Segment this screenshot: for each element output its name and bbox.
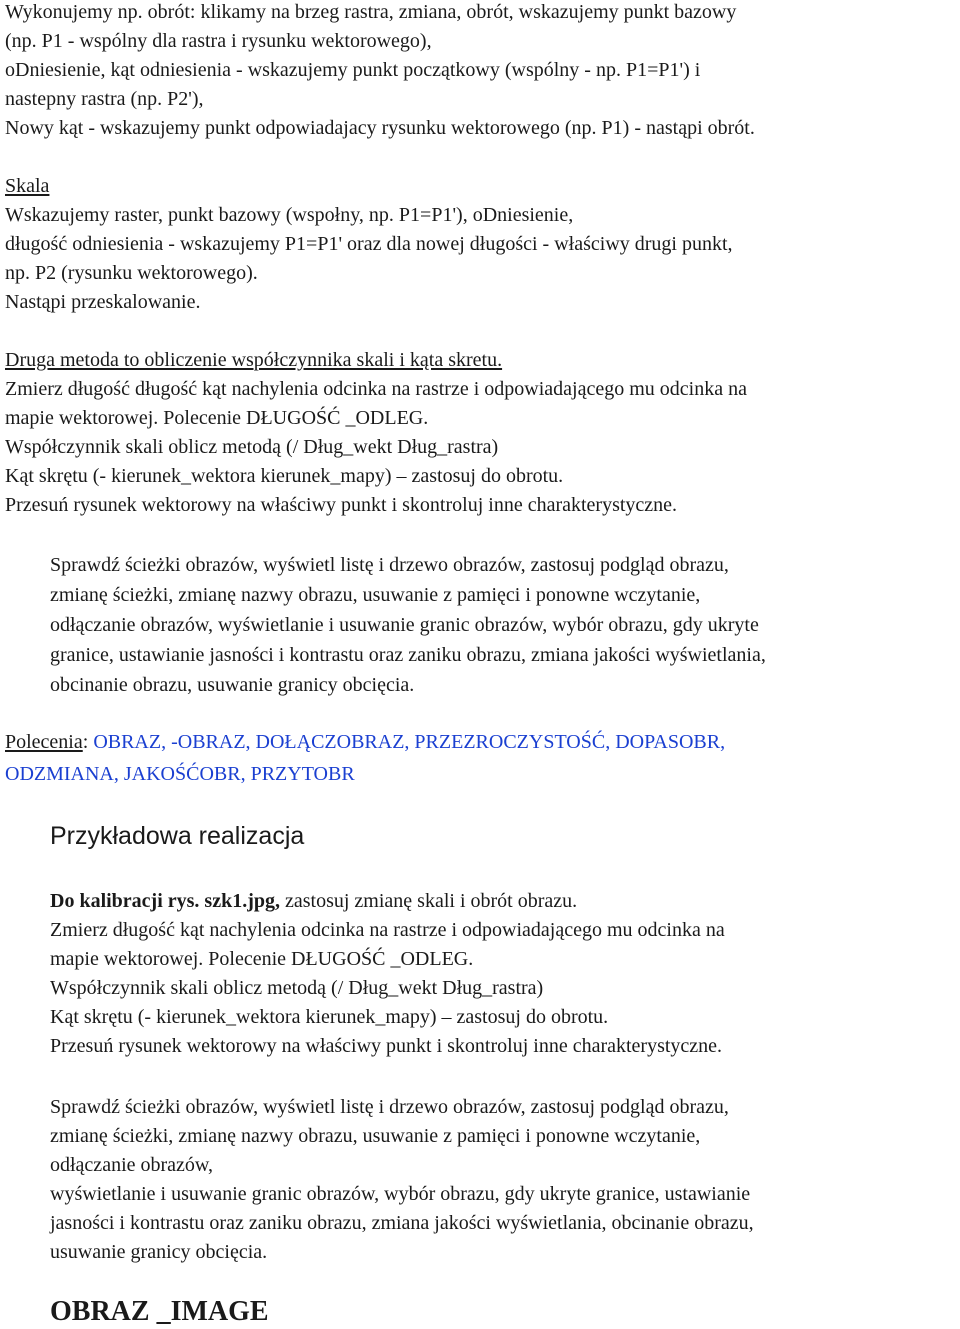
method2-text-line: Współczynnik skali oblicz metodą (/ Dług_wekt Dług_rastra) (5, 436, 499, 458)
scale-heading: Skala (5, 175, 50, 197)
check-text-line: wyświetlanie i usuwanie granic obrazów, wybór obrazu, gdy ukryte granice, ustawianie (50, 1183, 751, 1205)
example-text-line: Współczynnik skali oblicz metodą (/ Dług_wekt Dług_rastra) (50, 977, 544, 999)
commands-line (5, 728, 725, 757)
method2-text-line: mapie wektorowej. Polecenie DŁUGOŚĆ _ODLEG. (5, 407, 429, 429)
method2-text-line: Zmierz długość długość kąt nachylenia odcinka na rastrze i odpowiadającego mu odcinka na (5, 378, 747, 400)
check-text-line: zmianę ścieżki, zmianę nazwy obrazu, usuwanie z pamięci i ponowne wczytanie, (50, 584, 701, 606)
final-heading: OBRAZ _IMAGE (50, 1296, 269, 1327)
check-text-line: Sprawdź ścieżki obrazów, wyświetl listę i drzewo obrazów, zastosuj podgląd obrazu, (50, 1096, 729, 1118)
check-text-line: granice, ustawianie jasności i kontrastu oraz zaniku obrazu, zmiana jakości wyświetlania, (50, 644, 766, 666)
commands-colon: : (82, 731, 94, 753)
commands-list: OBRAZ, -OBRAZ, DOŁĄCZOBRAZ, PRZEZROCZYSTOŚĆ, DOPASOBR, (93, 731, 726, 753)
calibration-label: Do kalibracji rys. szk1.jpg, (50, 890, 280, 912)
commands-list-continued: ODZMIANA, JAKOŚĆOBR, PRZYTOBR (5, 763, 355, 785)
calibration-text: zastosuj zmianę skali i obrót obrazu. (280, 890, 578, 912)
method2-text-line: Przesuń rysunek wektorowy na właściwy punkt i skontroluj inne charakterystyczne. (5, 494, 678, 516)
example-text-line: Zmierz długość kąt nachylenia odcinka na rastrze i odpowiadającego mu odcinka na (50, 919, 725, 941)
check-text-line: odłączanie obrazów, wyświetlanie i usuwanie granic obrazów, wybór obrazu, gdy ukryte (50, 614, 759, 636)
scale-text-line: Wskazujemy raster, punkt bazowy (wspołny, np. P1=P1'), oDniesienie, (5, 204, 574, 226)
rotation-text-line: Nowy kąt - wskazujemy punkt odpowiadajacy rysunku wektorowego (np. P1) - nastąpi obrót. (5, 117, 755, 139)
scale-text-line: np. P2 (rysunku wektorowego). (5, 262, 258, 284)
check-text-line: obcinanie obrazu, usuwanie granicy obcięcia. (50, 674, 415, 696)
check-text-line: zmianę ścieżki, zmianę nazwy obrazu, usuwanie z pamięci i ponowne wczytanie, (50, 1125, 701, 1147)
rotation-text-line: (np. P1 - wspólny dla rastra i rysunku wektorowego), (5, 30, 432, 52)
scale-text-line: długość odniesienia - wskazujemy P1=P1' oraz dla nowej długości - właściwy drugi punkt, (5, 233, 733, 255)
check-text-line: usuwanie granicy obcięcia. (50, 1241, 268, 1263)
calibration-line (50, 887, 577, 916)
example-text-line: Kąt skrętu (- kierunek_wektora kierunek_mapy) – zastosuj do obrotu. (50, 1006, 609, 1028)
check-text-line: jasności i kontrastu oraz zaniku obrazu, zmiana jakości wyświetlania, obcinanie obrazu, (50, 1212, 754, 1234)
method2-text-line: Kąt skrętu (- kierunek_wektora kierunek_mapy) – zastosuj do obrotu. (5, 465, 564, 487)
scale-text-line: Nastąpi przeskalowanie. (5, 291, 201, 313)
rotation-text-line: nastepny rastra (np. P2'), (5, 88, 204, 110)
rotation-text-line: Wykonujemy np. obrót: klikamy na brzeg rastra, zmiana, obrót, wskazujemy punkt bazowy (5, 1, 737, 23)
check-text-line: odłączanie obrazów, (50, 1154, 214, 1176)
method2-heading: Druga metoda to obliczenie współczynnika skali i kąta skretu. (5, 349, 503, 371)
check-text-line: Sprawdź ścieżki obrazów, wyświetl listę i drzewo obrazów, zastosuj podgląd obrazu, (50, 554, 729, 576)
rotation-text-line: oDniesienie, kąt odniesienia - wskazujemy punkt początkowy (wspólny - np. P1=P1') i (5, 59, 701, 81)
commands-label: Polecenia (5, 731, 83, 753)
example-title: Przykładowa realizacja (50, 822, 305, 850)
example-text-line: Przesuń rysunek wektorowy na właściwy punkt i skontroluj inne charakterystyczne. (50, 1035, 723, 1057)
example-text-line: mapie wektorowej. Polecenie DŁUGOŚĆ _ODLEG. (50, 948, 474, 970)
